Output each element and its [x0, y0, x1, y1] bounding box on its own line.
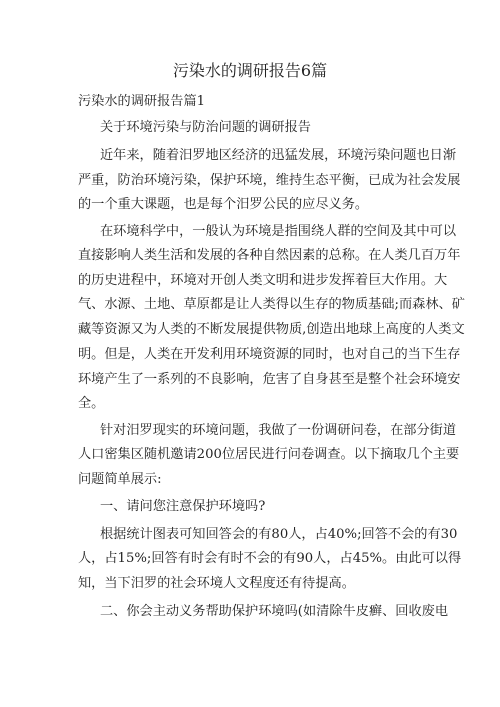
- section-heading: 污染水的调研报告篇1: [78, 94, 206, 109]
- paragraph-line: 根据统计图表可知回答会的有80人，占40%;回答不会的有30: [100, 527, 458, 542]
- paragraph-line: 严重，防治环境污染，保护环境，维持生态平衡，已成为社会发展: [78, 173, 461, 188]
- paragraph-line: 近年来，随着汨罗地区经济的迅猛发展，环境污染问题也日渐: [100, 148, 457, 163]
- paragraph-line: 在环境科学中，一般认为环境是指围绕人群的空间及其中可以: [100, 224, 457, 239]
- paragraph-line: 针对汨罗现实的环境问题，我做了一份调研问卷，在部分街道: [100, 423, 457, 438]
- paragraph-line: 明。但是，人类在开发利用环境资源的同时，也对自己的当下生存: [78, 347, 461, 362]
- paragraph-line: 人，占15%;回答有时会有时不会的有90人，占45%。由此可以得: [78, 551, 462, 566]
- paragraph-line: 全。: [78, 396, 105, 411]
- document-title: 污染水的调研报告6篇: [172, 61, 328, 80]
- paragraph-line: 问题简单展示:: [78, 472, 162, 487]
- paragraph-line: 环境产生了一系列的不良影响，危害了自身甚至是整个社会环境安: [78, 372, 461, 387]
- paragraph-line: 的一个重大课题，也是每个汨罗公民的应尽义务。: [78, 197, 369, 212]
- paragraph-line: 气、水源、土地、草原都是让人类得以生存的物质基础;而森林、矿: [78, 297, 465, 312]
- report-subtitle: 关于环境污染与防治问题的调研报告: [100, 120, 311, 135]
- paragraph-line: 藏等资源又为人类的不断发展提供物质,创造出地球上高度的人类文: [78, 322, 465, 337]
- paragraph-line: 的历史进程中，环境对开创人类文明和进步发挥着巨大作用。大: [78, 273, 448, 288]
- question-heading: 二、你会主动义务帮助保护环境吗(如清除牛皮癣、回收废电: [100, 604, 449, 619]
- paragraph-line: 直接影响人类生活和发展的各种自然因素的总称。在人类几百万年: [78, 248, 461, 263]
- paragraph-line: 知，当下汨罗的社会环境人文程度还有待提高。: [78, 576, 355, 591]
- paragraph-line: 人口密集区随机邀请200位居民进行问卷调查。以下摘取几个主要: [78, 447, 460, 462]
- question-heading: 一、请问您注意保护环境吗?: [100, 499, 266, 514]
